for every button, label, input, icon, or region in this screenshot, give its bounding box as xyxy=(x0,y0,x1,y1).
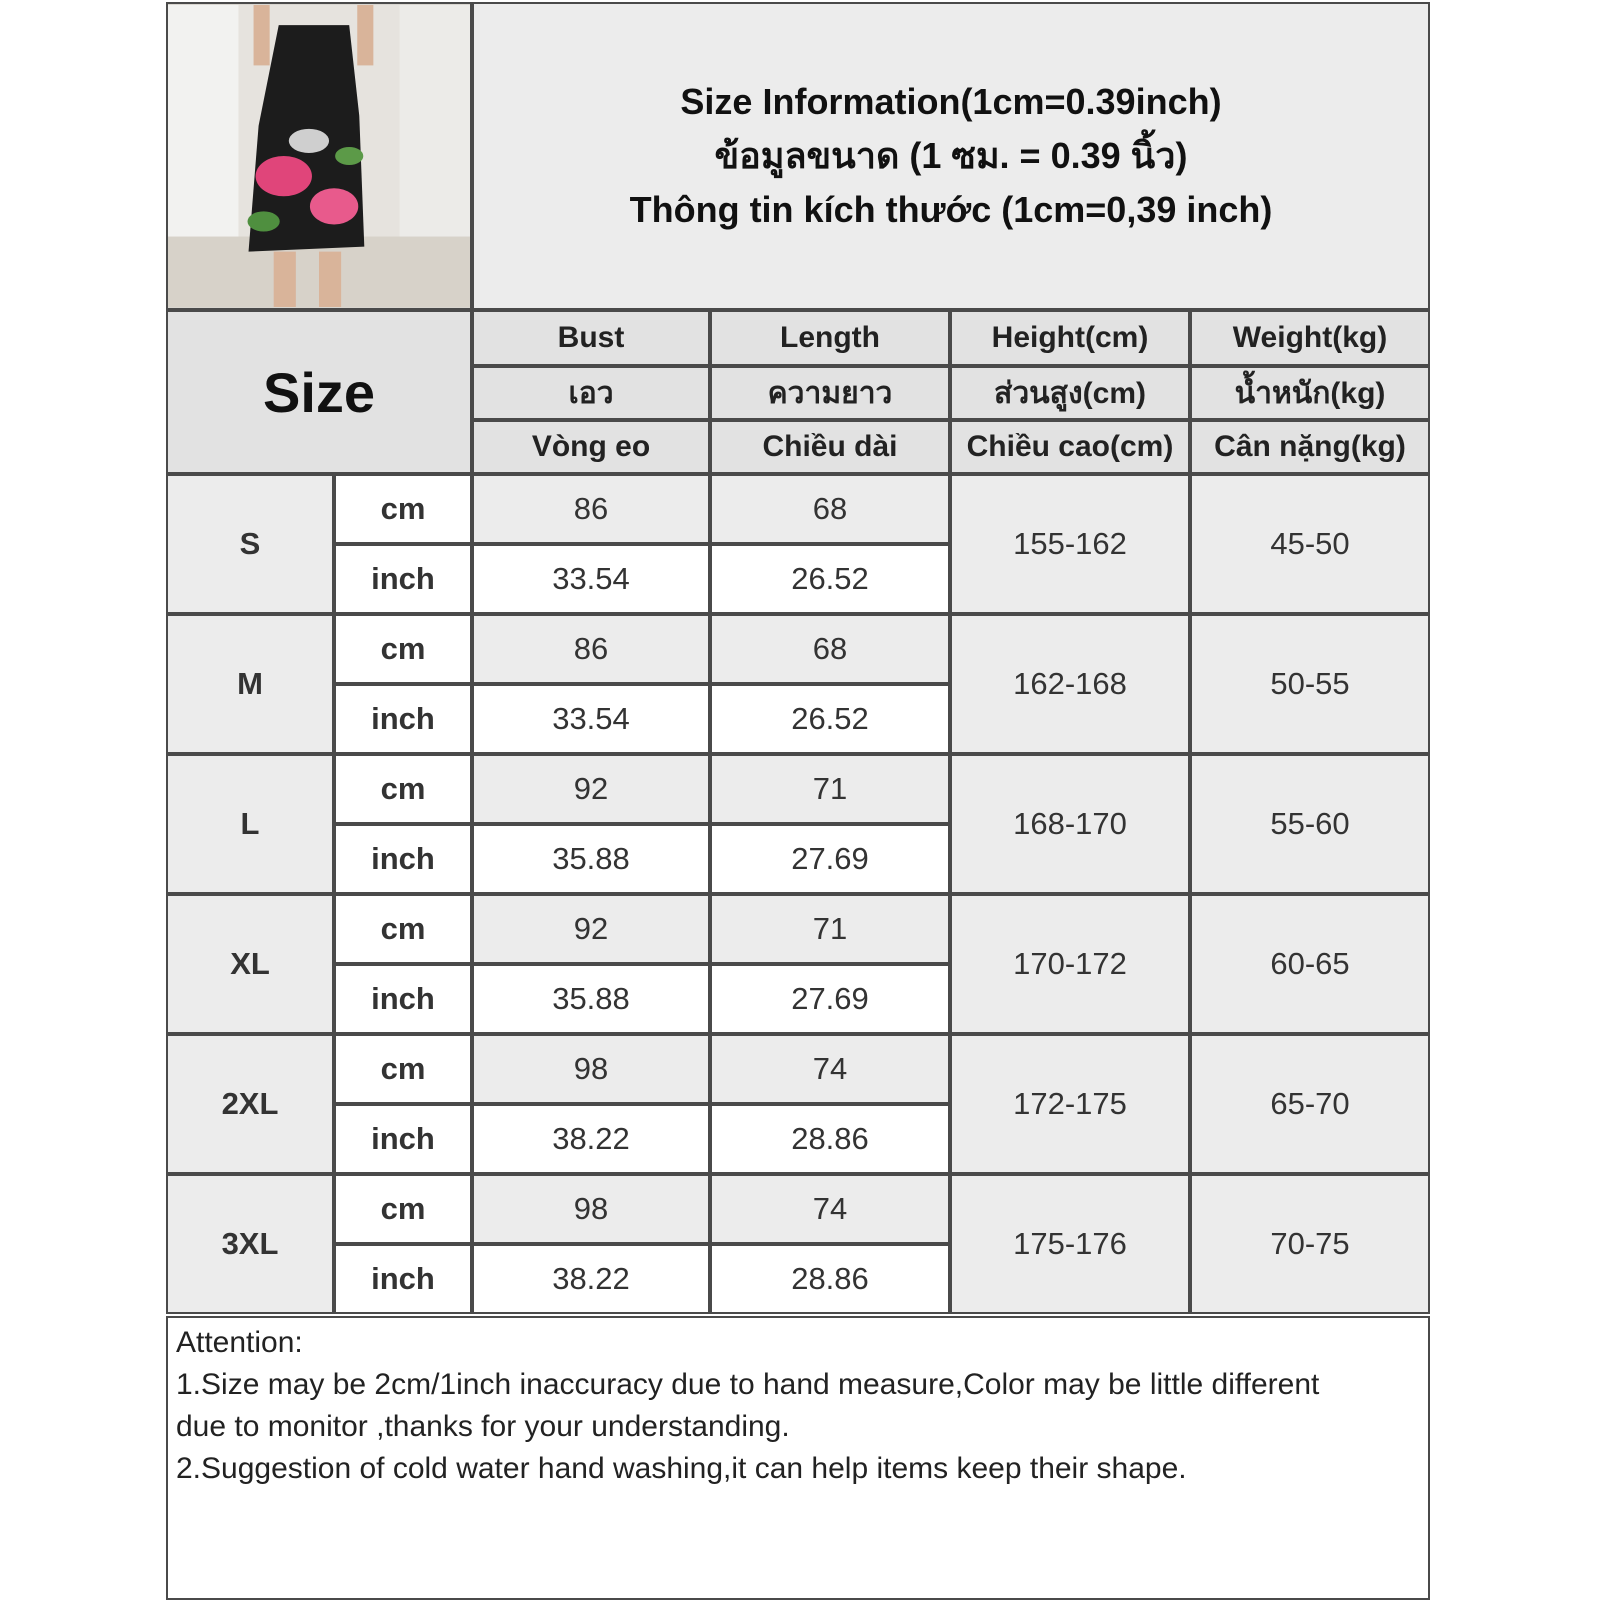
length-cm-cell: 74 xyxy=(710,1174,950,1244)
bust-cm-cell: 86 xyxy=(472,614,710,684)
length-inch-cell: 27.69 xyxy=(710,964,950,1034)
unit-cm-cell: cm xyxy=(334,614,472,684)
weight-cell: 55-60 xyxy=(1190,754,1430,894)
bust-cm-cell: 86 xyxy=(472,474,710,544)
col-weight-vi: Cân nặng(kg) xyxy=(1190,420,1430,474)
size-cell: 3XL xyxy=(166,1174,334,1314)
length-inch-cell: 26.52 xyxy=(710,544,950,614)
unit-inch-cell: inch xyxy=(334,964,472,1034)
weight-cell: 65-70 xyxy=(1190,1034,1430,1174)
dress-model-image xyxy=(168,4,470,308)
unit-inch-cell: inch xyxy=(334,544,472,614)
size-cell: M xyxy=(166,614,334,754)
col-bust-th: เอว xyxy=(472,366,710,420)
bust-cm-cell: 92 xyxy=(472,754,710,824)
weight-cell: 50-55 xyxy=(1190,614,1430,754)
col-height-th: ส่วนสูง(cm) xyxy=(950,366,1190,420)
col-length-th: ความยาว xyxy=(710,366,950,420)
note-line-1: 1.Size may be 2cm/1inch inaccuracy due to hand measure,Color may be little different xyxy=(176,1368,1320,1401)
col-weight-th: น้ำหนัก(kg) xyxy=(1190,366,1430,420)
col-height-vi: Chiều cao(cm) xyxy=(950,420,1190,474)
length-inch-cell: 28.86 xyxy=(710,1104,950,1174)
height-cell: 168-170 xyxy=(950,754,1190,894)
bust-inch-cell: 35.88 xyxy=(472,824,710,894)
bust-inch-cell: 38.22 xyxy=(472,1244,710,1314)
length-cm-cell: 74 xyxy=(710,1034,950,1104)
note-line-3: 2.Suggestion of cold water hand washing,it can help items keep their shape. xyxy=(176,1452,1187,1485)
weight-cell: 70-75 xyxy=(1190,1174,1430,1314)
size-cell: XL xyxy=(166,894,334,1034)
unit-inch-cell: inch xyxy=(334,684,472,754)
title-block xyxy=(472,2,1430,310)
length-cm-cell: 68 xyxy=(710,474,950,544)
size-cell: S xyxy=(166,474,334,614)
unit-inch-cell: inch xyxy=(334,824,472,894)
height-cell: 175-176 xyxy=(950,1174,1190,1314)
length-inch-cell: 27.69 xyxy=(710,824,950,894)
height-cell: 155-162 xyxy=(950,474,1190,614)
bust-cm-cell: 98 xyxy=(472,1034,710,1104)
length-cm-cell: 71 xyxy=(710,894,950,964)
note-line-2: due to monitor ,thanks for your understanding. xyxy=(176,1410,790,1443)
title-vietnamese: Thông tin kích thước (1cm=0,39 inch) xyxy=(629,189,1273,230)
bust-cm-cell: 98 xyxy=(472,1174,710,1244)
unit-inch-cell: inch xyxy=(334,1244,472,1314)
height-cell: 172-175 xyxy=(950,1034,1190,1174)
bust-inch-cell: 33.54 xyxy=(472,684,710,754)
bust-inch-cell: 38.22 xyxy=(472,1104,710,1174)
attention-notes xyxy=(166,1316,1430,1600)
height-cell: 170-172 xyxy=(950,894,1190,1034)
weight-cell: 45-50 xyxy=(1190,474,1430,614)
col-height-en: Height(cm) xyxy=(950,310,1190,366)
length-cm-cell: 68 xyxy=(710,614,950,684)
col-length-en: Length xyxy=(710,310,950,366)
col-weight-en: Weight(kg) xyxy=(1190,310,1430,366)
bust-inch-cell: 33.54 xyxy=(472,544,710,614)
notes-heading: Attention: xyxy=(176,1326,303,1359)
size-cell: 2XL xyxy=(166,1034,334,1174)
title-thai: ข้อมูลขนาด (1 ซม. = 0.39 นิ้ว) xyxy=(714,135,1188,176)
unit-cm-cell: cm xyxy=(334,754,472,824)
col-bust-vi: Vòng eo xyxy=(472,420,710,474)
length-cm-cell: 71 xyxy=(710,754,950,824)
product-photo xyxy=(166,2,472,310)
unit-cm-cell: cm xyxy=(334,474,472,544)
bust-cm-cell: 92 xyxy=(472,894,710,964)
col-bust-en: Bust xyxy=(472,310,710,366)
unit-inch-cell: inch xyxy=(334,1104,472,1174)
size-chart xyxy=(166,2,1430,1600)
unit-cm-cell: cm xyxy=(334,1174,472,1244)
length-inch-cell: 26.52 xyxy=(710,684,950,754)
title-english: Size Information(1cm=0.39inch) xyxy=(680,81,1222,122)
bust-inch-cell: 35.88 xyxy=(472,964,710,1034)
unit-cm-cell: cm xyxy=(334,894,472,964)
size-cell: L xyxy=(166,754,334,894)
length-inch-cell: 28.86 xyxy=(710,1244,950,1314)
height-cell: 162-168 xyxy=(950,614,1190,754)
unit-cm-cell: cm xyxy=(334,1034,472,1104)
col-length-vi: Chiều dài xyxy=(710,420,950,474)
weight-cell: 60-65 xyxy=(1190,894,1430,1034)
size-header xyxy=(166,310,472,474)
size-header-label: Size xyxy=(262,360,376,424)
